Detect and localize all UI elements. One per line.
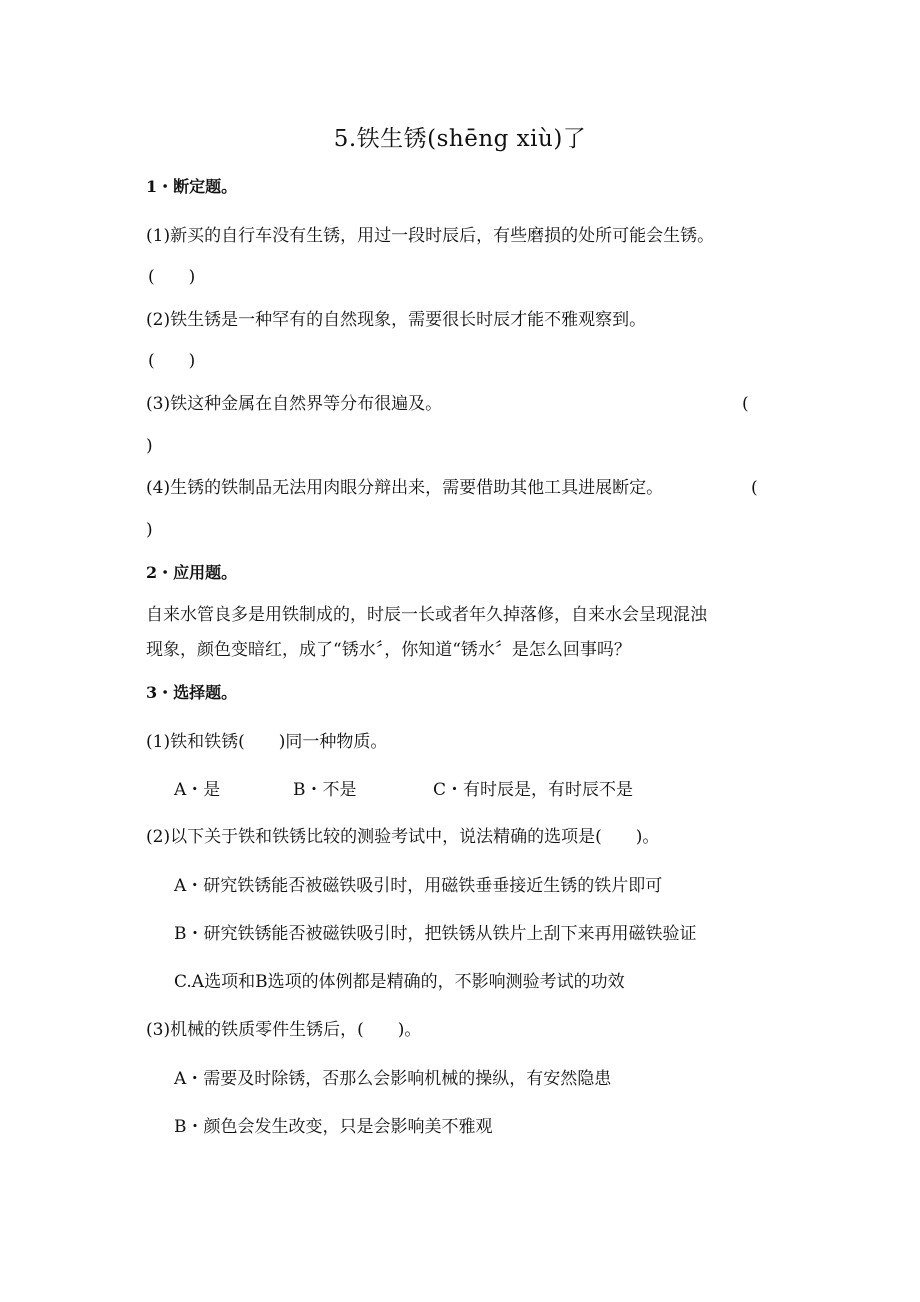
question-1-3-paren-open: ( — [742, 394, 749, 414]
question-3-2-option-a: A・研究铁锈能否被磁铁吸引时，用磁铁垂垂接近生锈的铁片即可 — [174, 876, 663, 896]
question-3-1-option-b: B・不是 — [293, 780, 357, 800]
question-1-4-paren-open: ( — [751, 478, 758, 498]
section-2-line-1: 自来水管良多是用铁制成的，时辰一长或者年久掉落修，自来水会呈现混浊 — [146, 605, 707, 625]
question-1-2-text: (2)铁生锈是一种罕有的自然现象，需要很长时辰才能不雅观察到。 — [146, 310, 647, 330]
question-1-3-text: (3)铁这种金属在自然界等分布很遍及。 — [146, 394, 443, 414]
question-3-2-text: (2)以下关于铁和铁锈比较的测验考试中，说法精确的选项是( )。 — [146, 827, 660, 847]
question-3-3-text: (3)机械的铁质零件生锈后，( )。 — [146, 1020, 422, 1040]
section-2-heading: 2・应用题。 — [146, 563, 238, 582]
question-3-3-option-a: A・需要及时除锈，否那么会影响机械的操纵，有安然隐患 — [174, 1069, 612, 1089]
section-2-line-2: 现象，颜色变暗红，成了“锈水〞，你知道“锈水〞是怎么回事吗？ — [146, 640, 631, 660]
question-3-1-option-c: C・有时辰是，有时辰不是 — [433, 780, 634, 800]
question-3-2-option-b: B・研究铁锈能否被磁铁吸引时，把铁锈从铁片上刮下来再用磁铁验证 — [174, 924, 697, 944]
question-3-2-option-c: C.A选项和B选项的体例都是精确的，不影响测验考试的功效 — [174, 972, 625, 992]
question-3-1-text: (1)铁和铁锈( )同一种物质。 — [146, 732, 388, 752]
question-3-1-option-a: A・是 — [174, 780, 221, 800]
question-1-4-paren-close: ) — [146, 520, 153, 540]
question-1-2-blank: ( ) — [148, 351, 196, 371]
section-1-heading: 1・断定题。 — [146, 177, 238, 196]
question-1-1-text: (1)新买的自行车没有生锈，用过一段时辰后，有些磨损的处所可能会生锈。 — [146, 226, 715, 246]
question-1-3-paren-close: ) — [146, 436, 153, 456]
page-title: 5.铁生锈(shēng xiù)了 — [333, 126, 587, 152]
question-1-1-blank: ( ) — [148, 267, 196, 287]
question-1-4-text: (4)生锈的铁制品无法用肉眼分辩出来，需要借助其他工具进展断定。 — [146, 478, 664, 498]
section-3-heading: 3・选择题。 — [146, 683, 238, 702]
question-3-3-option-b: B・颜色会发生改变，只是会影响美不雅观 — [174, 1117, 493, 1137]
